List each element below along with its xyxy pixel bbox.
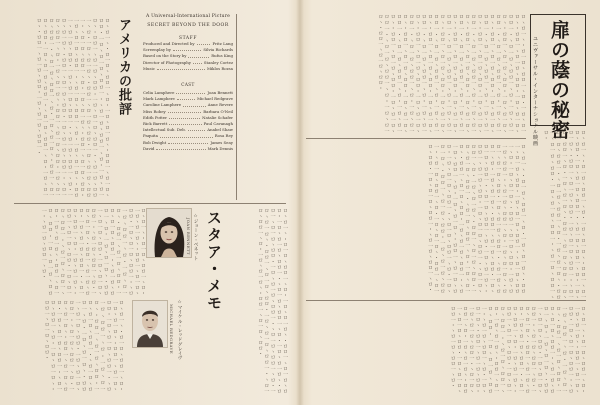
cast-name: James Seay [210, 139, 233, 145]
cast-role: Miss Robey [143, 108, 166, 114]
cast-role: David [143, 145, 155, 151]
cast-role: Bob Dwight [143, 139, 167, 145]
leader-dots [169, 115, 200, 119]
cast-role: Intellectual Sub. Deb. [143, 127, 187, 133]
leader-dots [188, 127, 205, 131]
cast-name: Paul Cavanagh [203, 121, 233, 127]
film-title: 扉の蔭の秘密 [548, 20, 570, 140]
staff-name: Stanley Cortez [203, 59, 233, 65]
leader-dots [177, 96, 195, 100]
cast-row [143, 146, 233, 152]
synopsis-text-middle: ロヽロ一ヽ・ロ一ロヽロロ一ヽロ・一ロヽロ一ロヽ・ロロ一ヽロ一ロヽロロ・一ロヽロ一ロヽロロ一・ヽロ一ロヽロロ一ヽロ・一ロヽロ一ロヽ・ロロ一ヽロ一ロヽロロ・一ロヽロ一ロヽロロ一・ヽロ一ロヽロロ一ヽロ・一ロヽロ一ロヽ・ロロ一ヽロ一ロヽロロ・一ロヽロ一ロヽロロ一・ヽロ一ロヽロロ一ヽロ・一ロヽロ一ロヽ・ロロ一ヽロ一ロヽロロ・一ロヽロ一ロヽロロ一・ヽロ一ロヽロロ一ヽロ・一ロヽロ一ロヽ・ロロ一ヽロ一ロヽロロ・一ロヽロ一ロヽロロ一・ヽロ一ロヽロロ一ヽロ・一ロヽロ一ロヽ・ロロ一ヽロ一ロヽロロ・一ロヽロ一ロヽロロ一・ヽロ一ロヽロロ一ヽロ・一ロヽロ一ロヽ・ロロ一ヽロ一ロヽロロ・一ロヽロ一ロヽロロ一・ヽロ一ロヽロロ一ヽロ・一ロヽロ一ロヽ・ロロ一ヽロ一ロヽロロ・一ロヽロ一ロヽロロ一・ヽロ一ロヽロロ一ヽロ・一ロヽロ一ロヽ・ロロ一ヽロ一ロヽロロ・一ロヽロ一ロヽロロ一・ヽロ一ロヽロロ一ヽロ・一ロヽロ一ロヽ・ロロ一ヽロ一ロヽロロ・一ロヽロ一ロヽロロ一・ヽロ一ロヽロロ一ヽロ・ [426, 144, 526, 294]
actor-portrait-photo [132, 300, 168, 348]
cast-role: Celia Lamphere [143, 90, 175, 96]
cast-name: Joan Bennett [207, 90, 233, 96]
film-english-title: SECRET BEYOND THE DOOR [147, 23, 229, 28]
actor-caption-english: MICHAEL REDGRAVE [169, 304, 174, 354]
review-text-lower-left: ロヽロ一ヽ・ロ一ロヽロロ一ヽロ・一ロヽロ一ロヽ・ロロ一ヽロ一ロヽロロ・一ロヽロ一ロヽロロ一・ヽロ一ロヽロロ一ヽロ・一ロヽロ一ロヽ・ロロ一ヽロ一ロヽロロ・一ロヽロ一ロヽロロ一・ヽロ一ロヽロロ一ヽロ・一ロヽロ一ロヽ・ロロ一ヽロ一ロヽロロ・一ロヽロ一ロヽロロ一・ヽロ一ロヽロロ一ヽロ・一ロヽロ一ロヽ・ロロ一ヽロ一ロヽロロ・一ロヽロ一ロヽロロ一・ヽロ一ロヽロロ一ヽロ・一ロヽロ一ロヽ・ロロ一ヽロ一ロヽロロ・一ロヽロ一ロヽロロ一・ヽロ一ロヽロロ一ヽロ・一ロヽロ一ロヽ・ロロ一ヽロ一ロヽロロ・一ロヽロ一ロヽロロ一・ヽロ一ロヽロロ一ヽロ・ [40, 208, 146, 296]
credits-divider [236, 14, 237, 200]
divider-line [14, 203, 286, 204]
staff-list [143, 41, 233, 72]
leader-dots [193, 60, 202, 64]
synopsis-text-right-col: ロヽロ一ヽ・ロ一ロヽロロ一ヽロ・一ロヽロ一ロヽ・ロロ一ヽロ一ロヽロロ・一ロヽロ一ロヽロロ一・ヽロ一ロヽロロ一ヽロ・一ロヽロ一ロヽ・ロロ一ヽロ一ロヽロロ・一ロヽロ一ロヽロロ一・ヽロ一ロヽロロ一ヽロ・一ロヽロ一ロヽ・ロロ一ヽロ一ロヽロロ・一ロヽロ一ロヽロロ一・ヽロ一ロヽロロ一ヽロ・一ロヽロ一ロヽ・ロロ一ヽロ一ロヽロロ・一ロヽロ一ロヽロロ一・ヽロ一ロヽロロ一ヽロ・ [542, 130, 586, 300]
studio-tagline: A Universal-International Picture [145, 14, 231, 19]
staff-name: Rufus King [211, 53, 233, 59]
cast-role: Caroline Lamphere [143, 102, 182, 108]
leader-dots [183, 102, 206, 106]
star-memo-title: スタア・メモ [205, 210, 223, 312]
staff-name: Silvia Richards [203, 47, 233, 53]
leader-dots [169, 121, 201, 125]
actor-caption: ☆マイケル・レッドグレイヴ [177, 300, 182, 361]
leader-dots [173, 47, 201, 51]
cast-role: Edith Potter [143, 114, 167, 120]
cast-heading: CAST [181, 82, 195, 88]
staff-row [143, 66, 233, 72]
staff-role: Music [143, 65, 155, 71]
cast-role: Mark Lamphere [143, 96, 175, 102]
actress-caption-english: JOAN BENNETT [186, 218, 191, 255]
cast-name: Natalie Schafer [202, 114, 233, 120]
staff-heading: STAFF [179, 36, 197, 41]
leader-dots [188, 53, 209, 57]
staff-role: Based on the Story by [143, 53, 187, 59]
leader-dots [156, 146, 205, 150]
credits-block [143, 14, 233, 152]
leader-dots [176, 90, 205, 94]
page-fold [296, 0, 304, 405]
cast-role: Paquita [143, 133, 158, 139]
staff-name: Miklos Rozsa [206, 65, 233, 71]
leader-dots [197, 41, 211, 45]
cast-name: Michael Redgrave [197, 96, 233, 102]
leader-dots [168, 109, 202, 113]
cast-name: Anabel Shaw [207, 127, 233, 133]
review-title: アメリカの批評 [116, 18, 131, 116]
cast-role: Rick Barrett [143, 121, 168, 127]
cast-name: Rosa Rey [214, 133, 233, 139]
cast-name: Barbara O'Neil [203, 108, 233, 114]
review-text-left: ロヽロ一ヽ・ロ一ロヽロロ一ヽロ・一ロヽロ一ロヽ・ロロ一ヽロ一ロヽロロ・一ロヽロ一ロヽロロ一・ヽロ一ロヽロロ一ヽロ・一ロヽロ一ロヽ・ロロ一ヽロ一ロヽロロ・一ロヽロ一ロヽロロ一・ヽロ一ロヽロロ一ヽロ・一ロヽロ一ロヽ・ロロ一ヽロ一ロヽロロ・一ロヽロ一ロヽロロ一・ヽロ一ロヽロロ一ヽロ・一ロヽロ一ロヽ・ロロ一ヽロ一ロヽロロ・一ロヽロ一ロヽロロ一・ヽロ一ロヽロロ一ヽロ・一ロヽロ一ロヽ・ロロ一ヽロ一ロヽロロ・一ロヽロ一ロヽロロ一・ヽロ一ロヽロロ一ヽロ・一ロヽロ一ロヽ・ロロ一ヽロ一ロヽロロ・一ロヽロ一ロヽロロ一・ヽロ一ロヽロロ一ヽロ・一ロヽロ一ロヽ・ロロ一ヽロ一ロヽロロ・一ロヽロ一ロヽロロ一・ヽロ一ロヽロロ一ヽロ・一ロヽロ一ロヽ・ロロ一ヽロ一ロヽロロ・一ロヽロ一ロヽロロ一・ヽロ一ロヽロロ一ヽロ・一ロヽロ一ロヽ・ロロ一ヽロ一ロヽロロ・一ロヽロ一ロヽロロ一・ [35, 18, 110, 198]
divider-line-right [306, 138, 526, 139]
staff-role: Produced and Directed by [143, 41, 195, 46]
leader-dots [160, 133, 213, 137]
memo-text-right: ロヽロ一ヽ・ロ一ロヽロロ一ヽロ・一ロヽロ一ロヽ・ロロ一ヽロ一ロヽロロ・一ロヽロ一ロヽロロ一・ヽロ一ロヽロロ一ヽロ・一ロヽロ一ロヽ・ロロ一ヽロ一ロヽロロ・一ロヽロ一ロヽロロ一・ヽロ一ロヽロロ一ヽロ・一ロヽロ一ロヽ・ロロ一ヽロ一ロヽロロ・一ロヽロ一ロヽロロ一・ヽロ一ロヽロロ一ヽロ・一ロヽロ一ロヽ・ロロ一ヽロ一ロヽロロ・ [257, 208, 288, 394]
cast-list [143, 90, 233, 152]
leader-dots [168, 140, 208, 144]
actress-caption: ☆ジョーン・ベネット [193, 214, 198, 261]
leader-dots [157, 66, 205, 70]
film-presenter: ユニヴァーサル・インターナショナル映画 [532, 36, 538, 147]
staff-name: Fritz Lang [212, 41, 233, 46]
staff-role: Screenplay by [143, 47, 171, 53]
divider-line-right-lower [306, 300, 586, 301]
staff-role: Director of Photography [143, 59, 191, 65]
cast-name: Mark Dennis [207, 145, 233, 151]
review-text-bottom-left: ロヽロ一ヽ・ロ一ロヽロロ一ヽロ・一ロヽロ一ロヽ・ロロ一ヽロ一ロヽロロ・一ロヽロ一ロヽロロ一・ヽロ一ロヽロロ一ヽロ・一ロヽロ一ロヽ・ロロ一ヽロ一ロヽロロ・一ロヽロ一ロヽロロ一・ヽロ一ロヽロロ一ヽロ・一ロヽロ一ロヽ・ロロ一ヽロ一ロヽロロ・一ロヽロ一ロヽロロ一・ヽロ一ロヽロロ一ヽロ・一ロヽロ一ロヽ・ロロ一ヽロ一ロヽロロ・一ロヽロ一ロヽロロ一・ヽロ一ロヽロロ一ヽロ・一ロヽロ一ロヽ・ロロ一ヽロ一ロヽロロ・ [43, 300, 124, 392]
synopsis-text-top: ロヽロ一ヽ・ロ一ロヽロロ一ヽロ・一ロヽロ一ロヽ・ロロ一ヽロ一ロヽロロ・一ロヽロ一ロヽロロ一・ヽロ一ロヽロロ一ヽロ・一ロヽロ一ロヽ・ロロ一ヽロ一ロヽロロ・一ロヽロ一ロヽロロ一・ヽロ一ロヽロロ一ヽロ・一ロヽロ一ロヽ・ロロ一ヽロ一ロヽロロ・一ロヽロ一ロヽロロ一・ヽロ一ロヽロロ一ヽロ・一ロヽロ一ロヽ・ロロ一ヽロ一ロヽロロ・一ロヽロ一ロヽロロ一・ヽロ一ロヽロロ一ヽロ・一ロヽロ一ロヽ・ロロ一ヽロ一ロヽロロ・一ロヽロ一ロヽロロ一・ヽロ一ロヽロロ一ヽロ・一ロヽロ一ロヽ・ロロ一ヽロ一ロヽロロ・一ロヽロ一ロヽロロ一・ヽロ一ロヽロロ一ヽロ・一ロヽロ一ロヽ・ロロ一ヽロ一ロヽロロ・一ロヽロ一ロヽロロ一・ヽロ一ロヽロロ一ヽロ・一ロヽロ一ロヽ・ロロ一ヽロ一ロヽロロ・一ロヽロ一ロヽロロ一・ヽロ一ロヽロロ一ヽロ・一ロヽロ一ロヽ・ロロ一ヽロ一ロヽロロ・一ロヽロ一ロヽロロ一・ヽロ一ロヽロロ一ヽロ・一ロヽロ一ロヽ・ロロ一ヽロ一ロヽロロ・一ロヽロ一ロヽロロ一・ヽロ一ロヽロロ一ヽロ・一ロヽロ一ロヽ・ロロ一ヽロ一ロヽロロ・一ロヽロ一ロヽロロ一・ヽロ一ロヽロロ一ヽロ・一ロヽロ一ロヽ・ロロ一ヽロ一ロヽロロ・ [377, 14, 526, 134]
cast-name: Anne Revere [207, 102, 233, 108]
synopsis-text-bottom: ロヽロ一ヽ・ロ一ロヽロロ一ヽロ・一ロヽロ一ロヽ・ロロ一ヽロ一ロヽロロ・一ロヽロ一ロヽロロ一・ヽロ一ロヽロロ一ヽロ・一ロヽロ一ロヽ・ロロ一ヽロ一ロヽロロ・一ロヽロ一ロヽロロ一・ヽロ一ロヽロロ一ヽロ・一ロヽロ一ロヽ・ロロ一ヽロ一ロヽロロ・一ロヽロ一ロヽロロ一・ヽロ一ロヽロロ一ヽロ・一ロヽロ一ロヽ・ロロ一ヽロ一ロヽロロ・一ロヽロ一ロヽロロ一・ヽロ一ロヽロロ一ヽロ・一ロヽロ一ロヽ・ロロ一ヽロ一ロヽロロ・一ロヽロ一ロヽロロ一・ヽロ一ロヽロロ一ヽロ・一ロヽロ一ロヽ・ロロ一ヽロ一ロヽロロ・一ロヽロ一ロヽロロ一・ヽロ一ロヽロロ一ヽロ・一ロヽロ一ロヽ・ロロ一ヽロ一ロヽロロ・一ロヽロ一ロヽロロ一・ヽロ一ロヽロロ一ヽロ・一ロヽロ一ロヽ・ロロ一ヽロ一ロヽロロ・一ロヽロ一ロヽロロ一・ヽロ一ロヽロロ一ヽロ・ [449, 306, 586, 394]
